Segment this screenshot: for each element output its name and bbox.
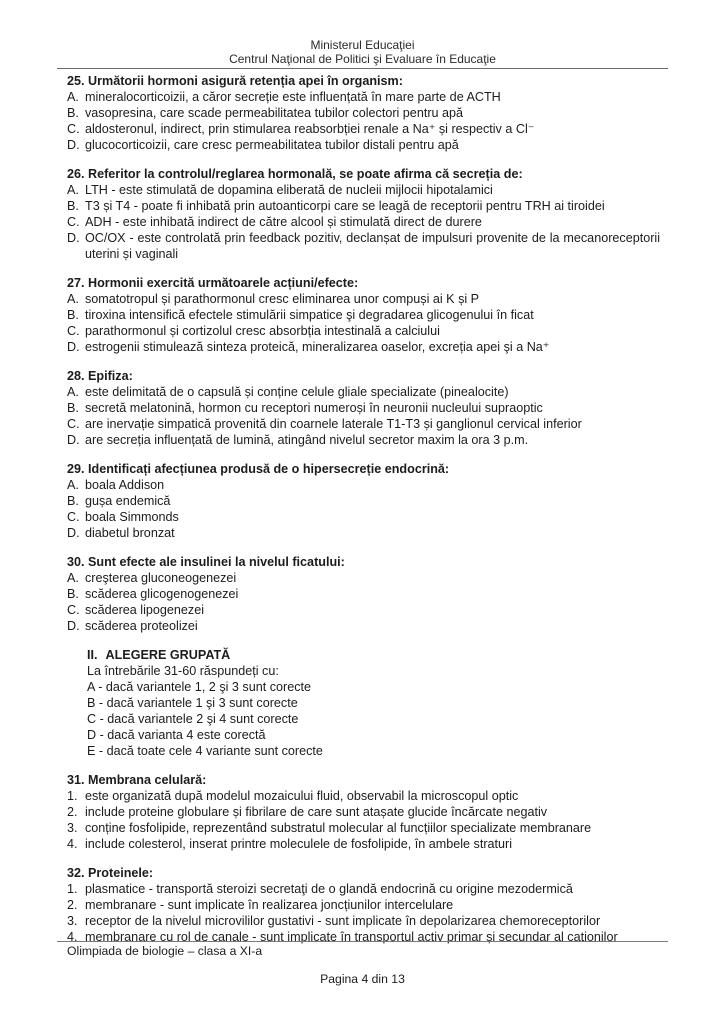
option-text: conține fosfolipide, reprezentând substratul molecular al funcțiilor specializate membranare [85, 821, 592, 835]
option-text: membranare cu rol de canale - sunt implicate în transportul activ primar și secundar al cationilor [85, 930, 618, 944]
questions-single-choice [57, 73, 668, 634]
option-text: gușa endemică [85, 494, 171, 508]
option-row [67, 400, 660, 416]
option-row [67, 432, 660, 448]
option-label: B. [67, 308, 79, 322]
footer-doc-title: Olimpiada de biologie – clasa a XI-a [67, 944, 263, 958]
option-row [67, 230, 660, 262]
option-label: A. [67, 478, 79, 492]
option-text: ADH - este inhibată indirect de către alcool și stimulată direct de durere [85, 215, 482, 229]
option-text: OC/OX - este controlată prin feedback pozitiv, declanșat de impulsuri provenite de la mecanoreceptorii uterini și vaginali [85, 231, 660, 261]
option-label: 3. [67, 821, 78, 835]
option-label: 3. [67, 914, 78, 928]
option-label: D. [67, 619, 80, 633]
option-text: are inervație simpatică provenită din coarnele laterale T1-T3 și ganglionul cervical inferior [85, 417, 582, 431]
option-label: B. [67, 199, 79, 213]
question-title: 30. Sunt efecte ale insulinei la nivelul ficatului: [67, 555, 345, 569]
answer-key-line: E - dacă toate cele 4 variante sunt corecte [87, 744, 323, 758]
option-label: 1. [67, 882, 78, 896]
header-institution: Centrul Naţional de Politici şi Evaluare în Educaţie [229, 52, 496, 66]
option-row [67, 121, 660, 137]
option-label: C. [67, 603, 80, 617]
page-number: Pagina 4 din 13 [320, 972, 405, 986]
option-label: B. [67, 494, 79, 508]
section-intro: La întrebările 31-60 răspundeți cu: [87, 664, 279, 678]
questions-grouped-choice [57, 772, 668, 945]
question-title: 28. Epifiza: [67, 369, 133, 383]
answer-key-line: C - dacă variantele 2 şi 4 sunt corecte [87, 712, 299, 726]
question-title: 29. Identificați afecțiunea produsă de o hipersecreție endocrină: [67, 462, 450, 476]
option-label: D. [67, 231, 80, 245]
option-label: C. [67, 122, 80, 136]
option-label: D. [67, 138, 80, 152]
option-label: A. [67, 571, 79, 585]
option-row [67, 525, 660, 541]
section-number: II. [87, 648, 98, 662]
option-row [67, 618, 660, 634]
option-label: C. [67, 417, 80, 431]
option-label: B. [67, 106, 79, 120]
option-row [67, 307, 660, 323]
option-label: D. [67, 433, 80, 447]
option-label: B. [67, 401, 79, 415]
option-row [67, 89, 660, 105]
option-label: A. [67, 292, 79, 306]
option-row [67, 570, 660, 586]
answer-key-list [87, 679, 660, 759]
option-text: are secreția influențată de lumină, atingând nivelul secretor maxim la ora 3 p.m. [85, 433, 529, 447]
option-text: boala Simmonds [85, 510, 179, 524]
question-title: 27. Hormonii exercită următoarele acțiuni/efecte: [67, 276, 359, 290]
option-text: glucocorticoizii, care cresc permeabilitatea tubilor distali pentru apă [85, 138, 459, 152]
option-row [67, 214, 660, 230]
option-text: diabetul bronzat [85, 526, 175, 540]
question-block [67, 368, 660, 448]
option-label: 2. [67, 805, 78, 819]
option-label: 4. [67, 837, 78, 851]
option-row [67, 291, 660, 307]
question-title: 26. Referitor la controlul/reglarea hormonală, se poate afirma că secreția de: [67, 167, 523, 181]
option-text: plasmatice - transportă steroizi secretaţi de o glandă endocrină cu origine mezodermică [85, 882, 573, 896]
question-block [67, 554, 660, 634]
option-text: membranare - sunt implicate în realizarea joncțiunilor intercelulare [85, 898, 454, 912]
option-label: B. [67, 587, 79, 601]
option-row [67, 820, 660, 836]
header-rule [57, 68, 668, 69]
page-header [57, 38, 668, 69]
option-label: D. [67, 340, 80, 354]
answer-key-line: B - dacă variantele 1 şi 3 sunt corecte [87, 696, 298, 710]
option-label: C. [67, 324, 80, 338]
option-row [67, 198, 660, 214]
option-text: secretă melatonină, hormon cu receptori numeroși în neuronii nucleului supraoptic [85, 401, 543, 415]
option-text: creşterea gluconeogenezei [85, 571, 237, 585]
option-row [67, 897, 660, 913]
option-text: boala Addison [85, 478, 165, 492]
question-block [67, 275, 660, 355]
option-label: C. [67, 510, 80, 524]
answer-key-line: D - dacă varianta 4 este corectă [87, 728, 266, 742]
option-label: A. [67, 90, 79, 104]
answer-key-line: A - dacă variantele 1, 2 şi 3 sunt corecte [87, 680, 312, 694]
question-title: 32. Proteinele: [67, 866, 154, 880]
option-label: 1. [67, 789, 78, 803]
option-row [67, 416, 660, 432]
question-block [67, 772, 660, 852]
option-text: receptor de la nivelul microvililor gustativi - sunt implicate în depolarizarea chemoreceptorilor [85, 914, 601, 928]
option-label: 2. [67, 898, 78, 912]
option-row [67, 137, 660, 153]
option-row [67, 493, 660, 509]
question-block [67, 461, 660, 541]
option-label: A. [67, 385, 79, 399]
option-text: T3 și T4 - poate fi inhibată prin autoanticorpi care se leagă de receptorii pentru TRH ai tiroidei [85, 199, 605, 213]
question-block [67, 166, 660, 262]
option-row [67, 323, 660, 339]
footer-rule [57, 941, 668, 942]
option-label: D. [67, 526, 80, 540]
option-label: A. [67, 183, 79, 197]
option-text: mineralocorticoizii, a căror secreție este influențată în mare parte de ACTH [85, 90, 501, 104]
option-row [67, 913, 660, 929]
option-text: este delimitată de o capsulă și conține celule gliale specializate (pinealocite) [85, 385, 509, 399]
option-row [67, 804, 660, 820]
option-text: este organizată după modelul mozaicului fluid, observabil la microscopul optic [85, 789, 519, 803]
option-row [67, 384, 660, 400]
option-row [67, 881, 660, 897]
section-title [87, 647, 660, 663]
question-title: 31. Membrana celulară: [67, 773, 207, 787]
option-text: scăderea lipogenezei [85, 603, 205, 617]
option-text: somatotropul și parathormonul cresc eliminarea unor compuși ai K și P [85, 292, 480, 306]
option-row [67, 586, 660, 602]
option-row [67, 509, 660, 525]
option-text: scăderea glicogenogenezei [85, 587, 239, 601]
option-row [67, 788, 660, 804]
header-ministry: Ministerul Educaţiei [310, 38, 415, 52]
option-text: include colesterol, inserat printre moleculele de fosfolipide, în ambele straturi [85, 837, 513, 851]
question-block [67, 865, 660, 945]
option-text: aldosteronul, indirect, prin stimularea reabsorbției renale a Na⁺ și respectiv a Cl⁻ [85, 122, 535, 136]
option-text: include proteine globulare și fibrilare de care sunt atașate glucide încărcate negativ [85, 805, 548, 819]
option-text: LTH - este stimulată de dopamina eliberată de nucleii mijlocii hipotalamici [85, 183, 493, 197]
option-text: vasopresina, care scade permeabilitatea tubilor colectori pentru apă [85, 106, 464, 120]
section-alegere-grupata [57, 647, 668, 759]
question-title: 25. Următorii hormoni asigură retenția apei în organism: [67, 74, 403, 88]
option-text: parathormonul și cortizolul cresc absorbția intestinală a calciului [85, 324, 440, 338]
option-row [67, 602, 660, 618]
section-title-text: ALEGERE GRUPATĂ [105, 648, 231, 662]
option-text: tiroxina intensifică efectele stimulării simpatice şi degradarea glicogenului în ficat [85, 308, 534, 322]
option-label: 4. [67, 930, 78, 944]
option-row [67, 339, 660, 355]
option-row [67, 477, 660, 493]
option-text: estrogenii stimulează sinteza proteică, mineralizarea oaselor, excreția apei şi a Na⁺ [85, 340, 550, 354]
option-row [67, 836, 660, 852]
question-block [67, 73, 660, 153]
option-row [67, 105, 660, 121]
page-footer [57, 941, 668, 987]
option-row [67, 182, 660, 198]
option-text: scăderea proteolizei [85, 619, 198, 633]
option-label: C. [67, 215, 80, 229]
